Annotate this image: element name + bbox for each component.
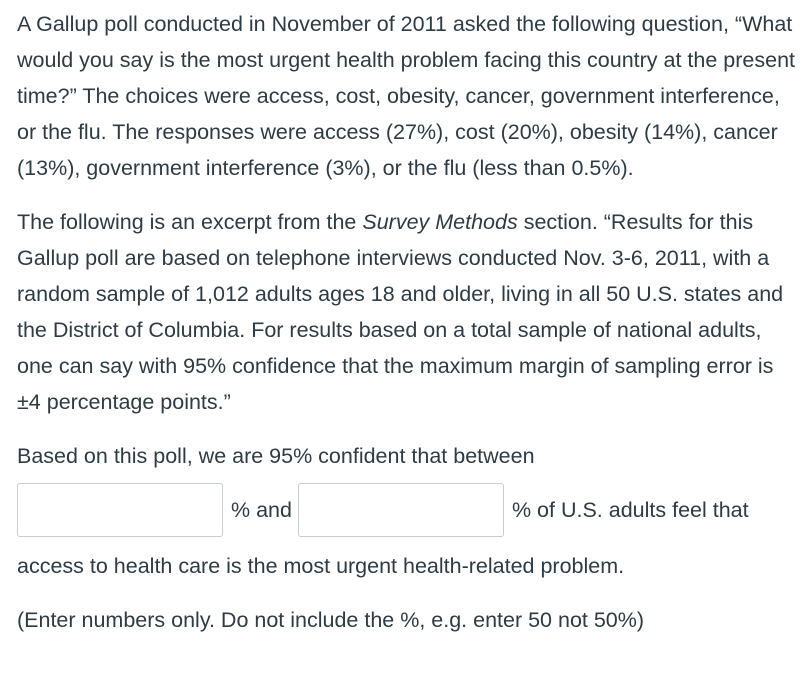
question-paragraph-methods — [17, 204, 795, 420]
question-paragraph-poll: A Gallup poll conducted in November of 2011 asked the following question, “What would you say is the most urgent health problem facing this country at the present time?” The choices were access, cost, obesity, cancer, government interference, or the flu. The responses were access (27%), cost (20%), obesity (14%), cancer (13%), government interference (3%), or the flu (less than 0.5%). — [17, 12, 796, 180]
methods-text-after: section. “Results for this Gallup poll are based on telephone interviews conducted Nov. 3-6, 2011, with a random sample of 1,012 adults ages 18 and older, living in all 50 U.S. states and the District of Columbia. For results based on a total sample of national adults, one can say with 95% confidence that the maximum margin of sampling error is ±4 percentage points.” — [17, 210, 784, 414]
answer-lead-text: Based on this poll, we are 95% confident that between — [17, 444, 535, 468]
upper-bound-input[interactable] — [298, 483, 504, 537]
answer-row — [17, 482, 795, 538]
methods-text-before: The following is an excerpt from the — [17, 210, 363, 234]
answer-instructions: (Enter numbers only. Do not include the %, e.g. enter 50 not 50%) — [17, 608, 645, 632]
answer-conclusion-text: access to health care is the most urgent health-related problem. — [17, 554, 625, 578]
lower-bound-input[interactable] — [17, 483, 223, 537]
after-text: % of U.S. adults feel that — [511, 497, 749, 522]
between-text: % and — [231, 497, 292, 522]
methods-emphasis: Survey Methods — [362, 210, 518, 234]
